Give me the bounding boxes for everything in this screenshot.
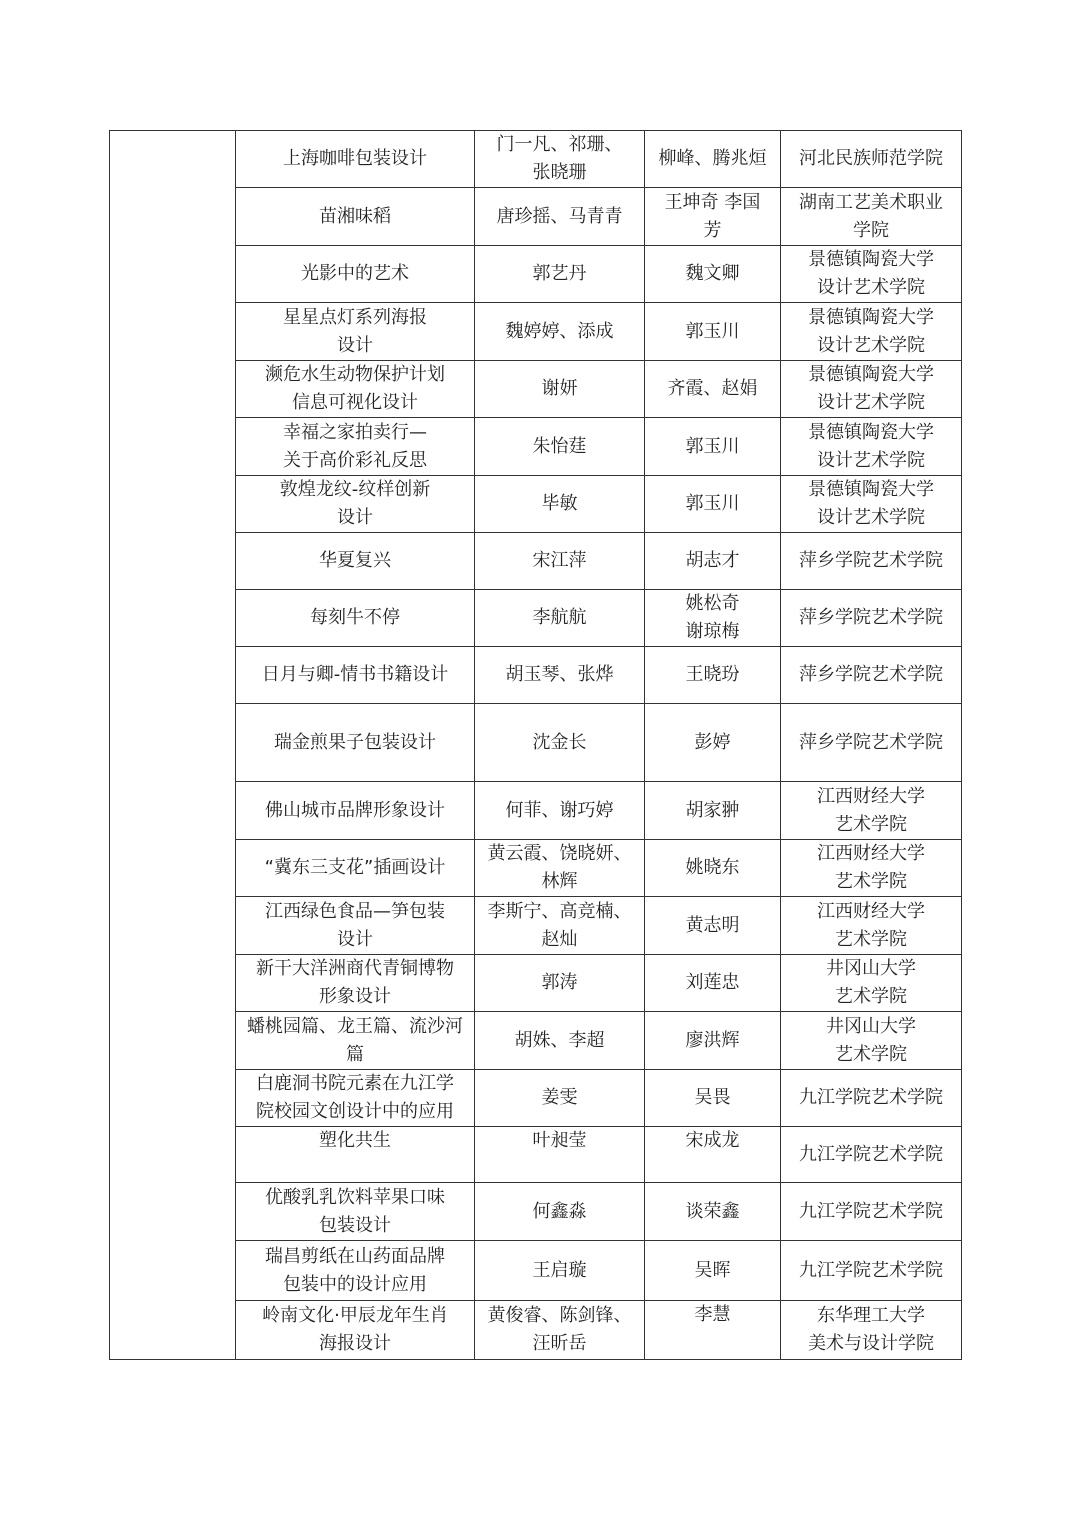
school-cell xyxy=(781,840,962,897)
cell-text-line: 院校园文创设计中的应用 xyxy=(256,1101,454,1122)
table-row xyxy=(110,1127,962,1183)
cell-text-line: 篇 xyxy=(346,1043,364,1065)
cell-text-line: 芳 xyxy=(703,219,722,241)
cell-text-line: 濒危水生动物保护计划 xyxy=(265,364,445,385)
cell-text-line: 王晓玢 xyxy=(685,664,740,685)
cell-text-line: 姚晓东 xyxy=(685,857,740,878)
table-row xyxy=(110,533,962,590)
cell-text-line: 林辉 xyxy=(541,871,578,892)
authors-cell xyxy=(475,303,645,361)
advisors-cell xyxy=(645,131,781,188)
cell-text-line: 设计 xyxy=(337,334,373,356)
advisors-cell xyxy=(645,418,781,476)
school-cell xyxy=(781,188,962,246)
cell-text-line: 包装设计 xyxy=(319,1214,391,1236)
cell-text-line: 赵灿 xyxy=(541,928,578,950)
school-cell xyxy=(781,1070,962,1127)
cell-text-line: 朱怡莛 xyxy=(532,435,587,457)
advisors-cell xyxy=(645,361,781,418)
cell-text-line: 星星点灯系列海报 xyxy=(283,306,427,328)
cell-text-line: 胡姝、李超 xyxy=(514,1029,605,1051)
work-title-cell xyxy=(236,533,475,590)
work-title-cell xyxy=(236,647,475,704)
cell-text-line: 郭艺丹 xyxy=(532,263,587,284)
table-row xyxy=(110,1070,962,1127)
cell-text-line: 郭玉川 xyxy=(685,320,740,342)
cell-text-line: 郭玉川 xyxy=(685,435,740,457)
cell-text-line: 设计艺术学院 xyxy=(817,507,925,528)
cell-text-line: 柳峰、腾兆烜 xyxy=(658,148,767,169)
work-title-cell xyxy=(236,955,475,1012)
advisors-cell xyxy=(645,782,781,840)
cell-text-line: 瑞金煎果子包装设计 xyxy=(274,731,436,753)
table-row xyxy=(110,647,962,704)
cell-text-line: 海报设计 xyxy=(319,1333,391,1354)
cell-text-line: 黄俊睿、陈剑锋、 xyxy=(487,1305,632,1326)
cell-text-line: 毕敏 xyxy=(541,493,578,514)
table-row xyxy=(110,955,962,1012)
cell-text-line: 黄云霞、饶晓妍、 xyxy=(487,843,632,864)
authors-cell xyxy=(475,1127,645,1183)
school-cell xyxy=(781,246,962,303)
authors-cell xyxy=(475,1183,645,1241)
cell-text-line: 江西财经大学 xyxy=(817,785,925,807)
work-title-cell xyxy=(236,303,475,361)
cell-text-line: 设计艺术学院 xyxy=(817,392,925,413)
cell-text-line: 井冈山大学 xyxy=(826,958,916,979)
cell-text-line: 沈金长 xyxy=(532,731,587,753)
cell-text-line: 河北民族师范学院 xyxy=(799,148,943,169)
cell-text-line: 优酸乳乳饮料苹果口味 xyxy=(265,1186,445,1208)
advisors-cell xyxy=(645,1012,781,1070)
cell-text-line: 景德镇陶瓷大学 xyxy=(808,479,934,500)
work-title-cell xyxy=(236,782,475,840)
cell-text-line: 黄志明 xyxy=(685,914,740,936)
cell-text-line: 李慧 xyxy=(694,1304,731,1325)
advisors-cell xyxy=(645,1301,781,1360)
work-title-cell xyxy=(236,840,475,897)
work-title-cell xyxy=(236,246,475,303)
cell-text-line: “冀东三支花”插画设计 xyxy=(264,857,446,878)
cell-text-line: 萍乡学院艺术学院 xyxy=(799,664,943,685)
advisors-cell xyxy=(645,1241,781,1301)
table-row xyxy=(110,897,962,955)
school-cell xyxy=(781,704,962,782)
advisors-cell xyxy=(645,704,781,782)
table-row xyxy=(110,1012,962,1070)
school-cell xyxy=(781,1301,962,1360)
advisors-cell xyxy=(645,476,781,533)
cell-text-line: 谢琼梅 xyxy=(685,621,740,642)
work-title-cell xyxy=(236,188,475,246)
authors-cell xyxy=(475,955,645,1012)
cell-text-line: 苗湘味稻 xyxy=(319,205,391,227)
cell-text-line: 塑化共生 xyxy=(319,1130,391,1151)
cell-text-line: 信息可视化设计 xyxy=(292,392,418,413)
cell-text-line: 姜雯 xyxy=(541,1087,578,1108)
cell-text-line: 幸福之家拍卖行— xyxy=(283,421,427,443)
cell-text-line: 关于高价彩礼反思 xyxy=(283,449,427,471)
work-title-cell xyxy=(236,704,475,782)
cell-text-line: 光影中的艺术 xyxy=(301,263,409,284)
work-title-cell xyxy=(236,897,475,955)
table-row xyxy=(110,1183,962,1241)
cell-text-line: 齐霞、赵娟 xyxy=(667,378,758,399)
authors-cell xyxy=(475,1070,645,1127)
authors-cell xyxy=(475,361,645,418)
authors-cell xyxy=(475,188,645,246)
authors-cell xyxy=(475,1241,645,1301)
cell-text-line: 吴晖 xyxy=(694,1259,731,1281)
table-row xyxy=(110,704,962,782)
cell-text-line: 设计艺术学院 xyxy=(817,449,925,471)
cell-text-line: 湖南工艺美术职业 xyxy=(799,191,943,213)
cell-text-line: 何鑫淼 xyxy=(532,1200,587,1222)
work-title-cell xyxy=(236,131,475,188)
cell-text-line: 李斯宁、高竞楠、 xyxy=(487,900,632,922)
advisors-cell xyxy=(645,188,781,246)
cell-text-line: 九江学院艺术学院 xyxy=(799,1200,943,1222)
award-table xyxy=(109,130,962,1360)
cell-text-line: 胡志才 xyxy=(685,550,740,571)
table-row xyxy=(110,590,962,647)
cell-text-line: 胡家翀 xyxy=(685,799,740,821)
work-title-cell xyxy=(236,1183,475,1241)
cell-text-line: 景德镇陶瓷大学 xyxy=(808,364,934,385)
table-row xyxy=(110,246,962,303)
school-cell xyxy=(781,1241,962,1301)
authors-cell xyxy=(475,418,645,476)
cell-text-line: 九江学院艺术学院 xyxy=(799,1143,943,1165)
cell-text-line: 佛山城市品牌形象设计 xyxy=(265,799,445,821)
work-title-cell xyxy=(236,1241,475,1301)
school-cell xyxy=(781,131,962,188)
cell-text-line: 江西绿色食品—笋包装 xyxy=(265,900,445,922)
cell-text-line: 叶昶莹 xyxy=(532,1130,587,1151)
work-title-cell xyxy=(236,1012,475,1070)
work-title-cell xyxy=(236,418,475,476)
cell-text-line: 九江学院艺术学院 xyxy=(799,1259,943,1281)
work-title-cell xyxy=(236,590,475,647)
cell-text-line: 艺术学院 xyxy=(835,871,907,892)
advisors-cell xyxy=(645,840,781,897)
cell-text-line: 李航航 xyxy=(532,607,587,628)
cell-text-line: 张晓珊 xyxy=(532,162,587,183)
cell-text-line: 吴畏 xyxy=(694,1087,731,1108)
table-row xyxy=(110,476,962,533)
work-title-cell xyxy=(236,361,475,418)
cell-text-line: 萍乡学院艺术学院 xyxy=(799,550,943,571)
category-cell xyxy=(110,131,236,1360)
cell-text-line: 形象设计 xyxy=(319,986,391,1007)
cell-text-line: 郭涛 xyxy=(541,972,578,993)
cell-text-line: 设计艺术学院 xyxy=(817,277,925,298)
cell-text-line: 东华理工大学 xyxy=(817,1305,925,1326)
cell-text-line: 艺术学院 xyxy=(835,1043,907,1065)
authors-cell xyxy=(475,246,645,303)
school-cell xyxy=(781,955,962,1012)
cell-text-line: 包装中的设计应用 xyxy=(283,1273,427,1295)
advisors-cell xyxy=(645,1070,781,1127)
cell-text-line: 江西财经大学 xyxy=(817,900,925,922)
cell-text-line: 学院 xyxy=(853,219,889,241)
table-row xyxy=(110,131,962,188)
school-cell xyxy=(781,418,962,476)
advisors-cell xyxy=(645,647,781,704)
work-title-cell xyxy=(236,1301,475,1360)
advisors-cell xyxy=(645,1127,781,1183)
award-table-body xyxy=(110,131,962,1360)
cell-text-line: 萍乡学院艺术学院 xyxy=(799,731,943,753)
school-cell xyxy=(781,303,962,361)
table-row xyxy=(110,782,962,840)
school-cell xyxy=(781,590,962,647)
cell-text-line: 艺术学院 xyxy=(835,928,907,950)
cell-text-line: 瑞昌剪纸在山药面品牌 xyxy=(265,1245,445,1267)
cell-text-line: 王坤奇 李国 xyxy=(664,191,761,213)
authors-cell xyxy=(475,840,645,897)
cell-text-line: 九江学院艺术学院 xyxy=(799,1087,943,1108)
advisors-cell xyxy=(645,897,781,955)
advisors-cell xyxy=(645,590,781,647)
cell-text-line: 白鹿洞书院元素在九江学 xyxy=(256,1073,454,1094)
table-row xyxy=(110,361,962,418)
cell-text-line: 廖洪辉 xyxy=(685,1029,740,1051)
school-cell xyxy=(781,1183,962,1241)
cell-text-line: 日月与卿-情书书籍设计 xyxy=(261,664,449,685)
authors-cell xyxy=(475,533,645,590)
work-title-cell xyxy=(236,1127,475,1183)
school-cell xyxy=(781,1127,962,1183)
school-cell xyxy=(781,1012,962,1070)
cell-text-line: 敦煌龙纹-纹样创新 xyxy=(279,479,431,500)
cell-text-line: 上海咖啡包装设计 xyxy=(283,148,427,169)
authors-cell xyxy=(475,131,645,188)
authors-cell xyxy=(475,897,645,955)
cell-text-line: 姚松奇 xyxy=(685,593,740,614)
table-row xyxy=(110,1241,962,1301)
authors-cell xyxy=(475,704,645,782)
advisors-cell xyxy=(645,955,781,1012)
cell-text-line: 郭玉川 xyxy=(685,493,740,514)
table-row xyxy=(110,1301,962,1360)
authors-cell xyxy=(475,647,645,704)
cell-text-line: 刘莲忠 xyxy=(685,972,740,993)
cell-text-line: 魏文卿 xyxy=(685,263,740,284)
cell-text-line: 每刻牛不停 xyxy=(310,607,400,628)
advisors-cell xyxy=(645,1183,781,1241)
authors-cell xyxy=(475,1301,645,1360)
authors-cell xyxy=(475,590,645,647)
cell-text-line: 宋江萍 xyxy=(532,550,587,571)
table-row xyxy=(110,840,962,897)
advisors-cell xyxy=(645,533,781,590)
cell-text-line: 美术与设计学院 xyxy=(808,1333,934,1354)
cell-text-line: 岭南文化·甲辰龙年生肖 xyxy=(262,1305,448,1326)
authors-cell xyxy=(475,782,645,840)
cell-text-line: 景德镇陶瓷大学 xyxy=(808,249,934,270)
cell-text-line: 艺术学院 xyxy=(835,813,907,835)
cell-text-line: 蟠桃园篇、龙王篇、流沙河 xyxy=(247,1015,463,1037)
cell-text-line: 王启璇 xyxy=(532,1259,587,1281)
cell-text-line: 井冈山大学 xyxy=(826,1015,916,1037)
cell-text-line: 汪昕岳 xyxy=(532,1333,587,1354)
advisors-cell xyxy=(645,246,781,303)
cell-text-line: 艺术学院 xyxy=(835,986,907,1007)
cell-text-line: 魏婷婷、添成 xyxy=(505,320,614,342)
cell-text-line: 唐珍摇、马青青 xyxy=(496,205,623,227)
cell-text-line: 设计艺术学院 xyxy=(817,334,925,356)
authors-cell xyxy=(475,476,645,533)
school-cell xyxy=(781,361,962,418)
cell-text-line: 华夏复兴 xyxy=(319,550,391,571)
school-cell xyxy=(781,897,962,955)
cell-text-line: 谈荣鑫 xyxy=(685,1200,740,1222)
cell-text-line: 何菲、谢巧婷 xyxy=(505,799,614,821)
cell-text-line: 景德镇陶瓷大学 xyxy=(808,306,934,328)
cell-text-line: 设计 xyxy=(337,928,373,950)
authors-cell xyxy=(475,1012,645,1070)
cell-text-line: 彭婷 xyxy=(694,731,731,753)
cell-text-line: 谢妍 xyxy=(541,378,578,399)
cell-text-line: 胡玉琴、张烨 xyxy=(505,664,614,685)
cell-text-line: 设计 xyxy=(337,507,373,528)
cell-text-line: 景德镇陶瓷大学 xyxy=(808,421,934,443)
school-cell xyxy=(781,647,962,704)
cell-text-line: 门一凡、祁珊、 xyxy=(496,134,623,155)
cell-text-line: 宋成龙 xyxy=(685,1130,740,1151)
table-row xyxy=(110,418,962,476)
table-row xyxy=(110,188,962,246)
work-title-cell xyxy=(236,476,475,533)
school-cell xyxy=(781,782,962,840)
advisors-cell xyxy=(645,303,781,361)
cell-text-line: 萍乡学院艺术学院 xyxy=(799,607,943,628)
table-row xyxy=(110,303,962,361)
school-cell xyxy=(781,533,962,590)
cell-text-line: 江西财经大学 xyxy=(817,843,925,864)
cell-text-line: 新干大洋洲商代青铜博物 xyxy=(256,958,454,979)
school-cell xyxy=(781,476,962,533)
work-title-cell xyxy=(236,1070,475,1127)
